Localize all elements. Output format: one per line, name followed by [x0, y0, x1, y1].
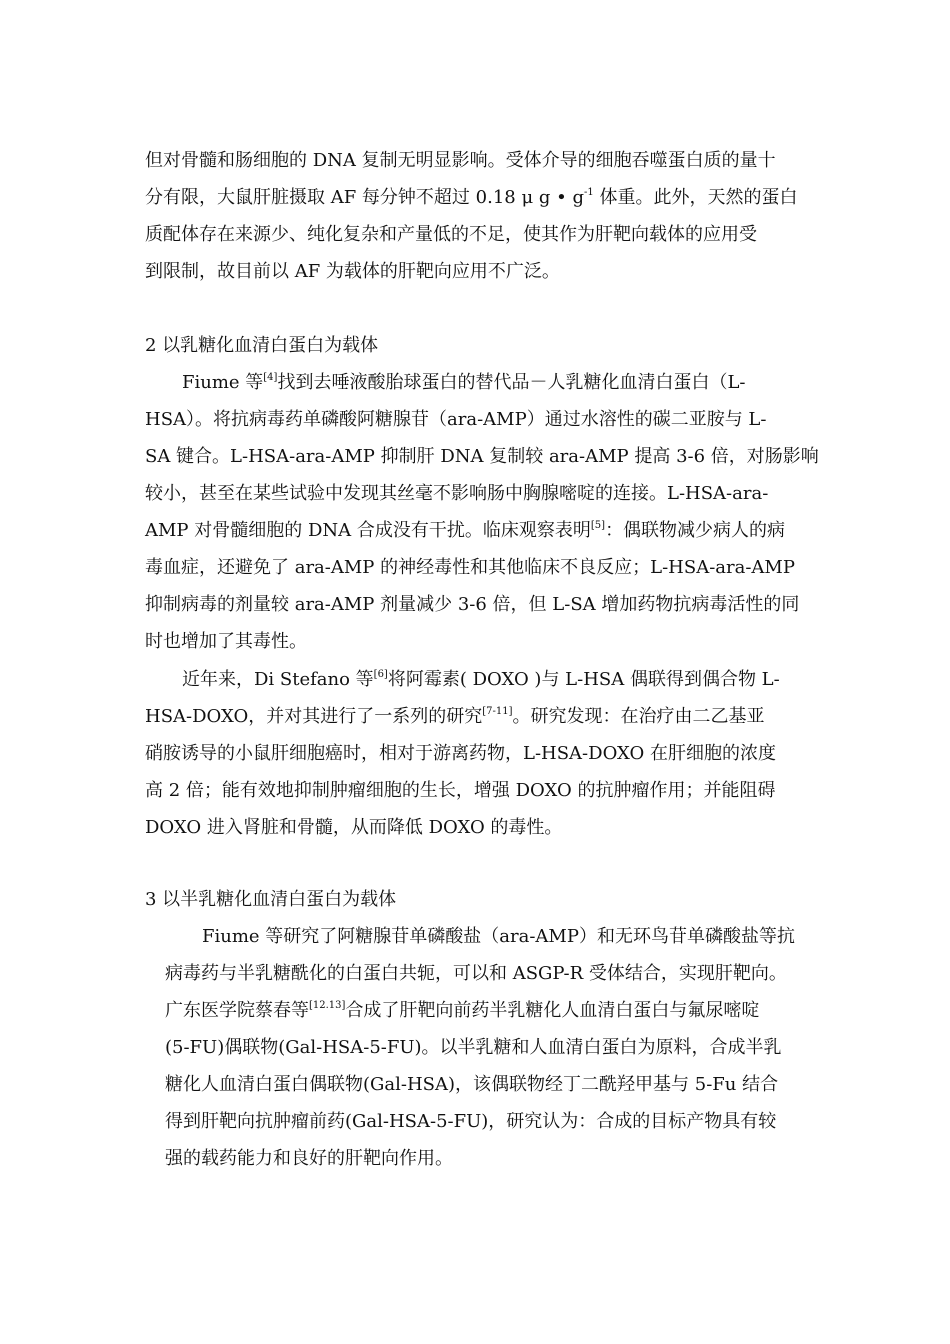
text-run: Fiume 等研究了阿糖腺苷单磷酸盐（ara-AMP）和无环鸟苷单磷酸盐等抗: [202, 926, 795, 947]
text-run: 近年来，Di Stefano 等: [182, 669, 374, 690]
body-text-line: [165, 1000, 759, 1022]
body-text-line: [145, 409, 766, 431]
body-text-line: [145, 631, 307, 653]
text-run: 硝胺诱导的小鼠肝细胞癌时，相对于游离药物，L-HSA-DOXO 在肝细胞的浓度: [145, 743, 776, 764]
citation-superscript: [4]: [263, 372, 278, 383]
text-run: 得到肝靶向抗肿瘤前药(Gal-HSA-5-FU)，研究认为：合成的目标产物具有较: [165, 1111, 777, 1132]
text-run: Fiume 等: [182, 372, 264, 393]
body-text-line: [145, 446, 819, 468]
text-run: 找到去唾液酸胎球蛋白的替代品－人乳糖化血清白蛋白（L-: [277, 372, 746, 393]
text-run: ：偶联物减少病人的病: [605, 520, 786, 541]
citation-superscript: [7-11]: [482, 706, 513, 717]
text-run: 糖化人血清白蛋白偶联物(Gal-HSA)，该偶联物经丁二酰羟甲基与 5-Fu 结合: [165, 1074, 779, 1095]
text-run: 分有限，大鼠肝脏摄取 AF 每分钟不超过 0.18 μ g • g: [145, 187, 584, 208]
citation-superscript: [12.13]: [309, 1000, 346, 1011]
superscript-exponent: -1: [583, 187, 594, 198]
text-run: 强的载药能力和良好的肝靶向作用。: [165, 1148, 453, 1169]
body-text-line: [145, 224, 757, 246]
text-run: 但对骨髓和肠细胞的 DNA 复制无明显影响。受体介导的细胞吞噬蛋白质的量十: [145, 150, 776, 171]
text-run: 毒血症，还避免了 ara-AMP 的神经毒性和其他临床不良反应；L-HSA-ara-AMP: [145, 557, 795, 578]
text-run: 将阿霉素( DOXO )与 L-HSA 偶联得到偶合物 L-: [387, 669, 780, 690]
heading-text: 2 以乳糖化血清白蛋白为载体: [145, 335, 379, 356]
text-run: (5-FU)偶联物(Gal-HSA-5-FU)。以半乳糖和人血清白蛋白为原料，合成半乳: [165, 1037, 782, 1058]
section-heading: [145, 335, 378, 357]
body-text-line: [145, 150, 776, 172]
text-run: SA 键合。L-HSA-ara-AMP 抑制肝 DNA 复制较 ara-AMP 提高 3-6 倍，对肠影响: [145, 446, 819, 467]
body-text-line: [182, 372, 746, 394]
body-text-line: [145, 557, 795, 579]
text-run: 体重。此外，天然的蛋白: [593, 187, 798, 208]
body-text-line: [165, 1037, 782, 1059]
text-run: 时也增加了其毒性。: [145, 631, 307, 652]
body-text-line: [165, 963, 787, 985]
body-text-line: [145, 187, 797, 209]
text-run: 广东医学院蔡春等: [165, 1000, 309, 1021]
body-text-line: [145, 706, 765, 728]
text-run: AMP 对骨髓细胞的 DNA 合成没有干扰。临床观察表明: [145, 520, 591, 541]
body-text-line: [165, 1074, 778, 1096]
heading-text: 3 以半乳糖化血清白蛋白为载体: [145, 889, 397, 910]
text-run: 。研究发现：在治疗由二乙基亚: [512, 706, 765, 727]
body-text-line: [165, 1148, 453, 1170]
citation-superscript: [6]: [373, 669, 388, 680]
text-run: 合成了肝靶向前药半乳糖化人血清白蛋白与氟尿嘧啶: [345, 1000, 760, 1021]
body-text-line: [145, 520, 785, 542]
text-run: DOXO 进入肾脏和骨髓，从而降低 DOXO 的毒性。: [145, 817, 563, 838]
text-run: 较小，甚至在某些试验中发现其丝毫不影响肠中胸腺嘧啶的连接。L-HSA-ara-: [145, 483, 769, 504]
text-run: 病毒药与半乳糖酰化的白蛋白共轭，可以和 ASGP-R 受体结合，实现肝靶向。: [165, 963, 787, 984]
section-heading: [145, 889, 396, 911]
body-text-line: [165, 1111, 776, 1133]
body-text-line: [145, 483, 768, 505]
body-text-line: [145, 261, 560, 283]
text-run: 抑制病毒的剂量较 ara-AMP 剂量减少 3-6 倍，但 L-SA 增加药物抗病毒活性的同: [145, 594, 800, 615]
text-run: 质配体存在来源少、纯化复杂和产量低的不足，使其作为肝靶向载体的应用受: [145, 224, 757, 245]
text-run: HSA-DOXO，并对其进行了一系列的研究: [145, 706, 483, 727]
text-run: HSA）。将抗病毒药单磷酸阿糖腺苷（ara-AMP）通过水溶性的碳二亚胺与 L-: [145, 409, 767, 430]
body-text-line: [145, 594, 799, 616]
body-text-line: [145, 743, 776, 765]
citation-superscript: [5]: [590, 520, 606, 531]
body-text-line: [202, 926, 795, 948]
text-run: 高 2 倍；能有效地抑制肿瘤细胞的生长，增强 DOXO 的抗肿瘤作用；并能阻碍: [145, 780, 776, 801]
body-text-line: [182, 669, 780, 691]
text-run: 到限制，故目前以 AF 为载体的肝靶向应用不广泛。: [145, 261, 560, 282]
body-text-line: [145, 817, 562, 839]
body-text-line: [145, 780, 775, 802]
